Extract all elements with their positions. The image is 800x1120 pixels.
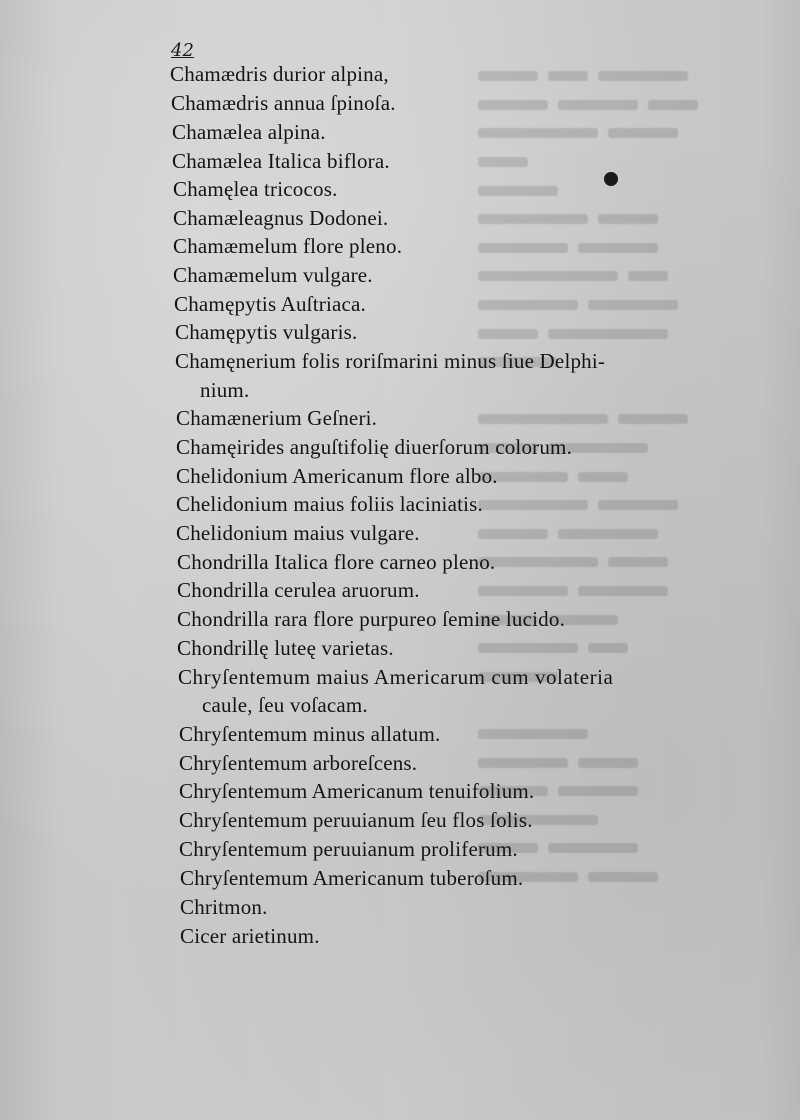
- list-entry: Chamædris durior alpina,: [170, 62, 389, 86]
- list-entry: Chritmon.: [180, 895, 268, 919]
- list-entry: Chamædris annua ſpinoſa.: [171, 91, 396, 115]
- list-entry-continuation: caule, ſeu voſacam.: [202, 693, 368, 717]
- list-entry: Chondrilla rara flore purpureo ſemine lucido.: [177, 607, 566, 631]
- list-entry: Chamælea alpina.: [172, 120, 326, 144]
- list-entry: Chryſentemum Americanum tuberoſum.: [180, 866, 524, 890]
- list-entry: Chamępytis vulgaris.: [175, 320, 358, 344]
- list-entry: Chryſentemum peruuianum proliferum.: [179, 837, 518, 861]
- list-entry: Chryſentemum peruuianum ſeu flos ſolis.: [179, 808, 533, 832]
- page-number: 42: [171, 40, 194, 61]
- list-entry: Chamęirides anguſtifolię diuerſorum colorum.: [176, 435, 573, 459]
- list-entry: Cicer arietinum.: [180, 924, 320, 948]
- list-entry: Chelidonium maius foliis laciniatis.: [176, 492, 484, 516]
- list-entry: Chondrilla Italica flore carneo pleno.: [177, 550, 496, 574]
- list-entry: Chamęlea tricocos.: [173, 177, 338, 201]
- list-entry: Chondrillę luteę varietas.: [177, 636, 394, 660]
- list-entry: Chamęnerium folis roriſmarini minus ſiue Delphi-: [175, 349, 606, 373]
- list-entry: Chamæmelum vulgare.: [173, 263, 373, 287]
- list-entry: Chamælea Italica biflora.: [172, 149, 390, 173]
- list-entry: Chryſentemum minus allatum.: [179, 722, 441, 746]
- list-entry: Chamæleagnus Dodonei.: [173, 206, 389, 230]
- list-entry: Chamænerium Geſneri.: [176, 406, 378, 430]
- list-entry-continuation: nium.: [200, 378, 250, 402]
- list-entry: Chryſentemum Americanum tenuifolium.: [179, 779, 535, 803]
- list-entry: Chryſentemum maius Americarum cum volateria: [178, 665, 614, 689]
- list-entry: Chelidonium maius vulgare.: [176, 521, 420, 545]
- list-entry: Chondrilla cerulea aruorum.: [177, 578, 420, 602]
- list-entry: Chamæmelum flore pleno.: [173, 234, 403, 258]
- list-entry: Chelidonium Americanum flore albo.: [176, 464, 498, 488]
- list-entry: Chamępytis Auſtriaca.: [174, 292, 366, 316]
- list-entry: Chryſentemum arboreſcens.: [179, 751, 418, 775]
